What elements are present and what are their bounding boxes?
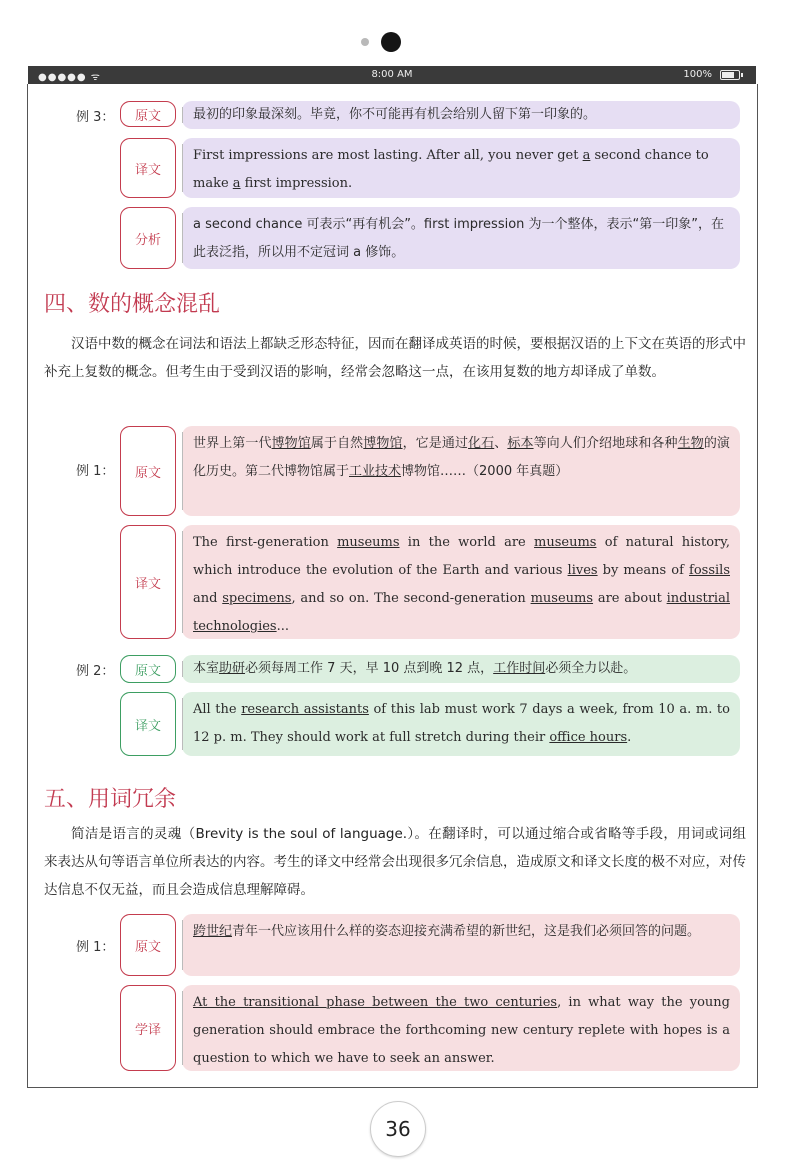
xueyi-text: At the transitional phase between the two centuries, in what way the young generation should embrace the forthcoming new century replete with hopes is a question to which we have to seek an answer.: [193, 995, 730, 1066]
yuanwen-text: 最初的印象最深刻。毕竟，你不可能再有机会给别人留下第一印象的。: [193, 107, 597, 122]
status-bar: [28, 66, 756, 84]
section-paragraph: 汉语中数的概念在词法和语法上都缺乏形态特征，因而在翻译成英语的时候，要根据汉语的上下文在英语的形式中补充上复数的概念。但考生由于受到汉语的影响，经常会忽略这一点，在该用复数的地方却译成了单数。: [44, 336, 746, 380]
yiwen-text: First impressions are most lasting. After all, you never get a second chance to make a first impression.: [193, 148, 709, 191]
page-indicator-dot: [361, 38, 369, 46]
section-heading: 四、数的概念混乱: [44, 292, 221, 317]
status-time: 8:00 AM: [371, 69, 413, 80]
tag-yuanwen: 原文: [120, 655, 176, 683]
example-label: 例 2：: [76, 664, 115, 679]
yuanwen-box: [182, 914, 740, 976]
yiwen-box: [182, 525, 740, 639]
section-paragraph: 简洁是语言的灵魂（Brevity is the soul of language.）。在翻译时，可以通过缩合或省略等手段，用词或词组来表达从句等语言单位所表达的内容。考生的译文中经常会出现很多冗余信息，造成原文和译文长度的极不对应，对传达信息不仅无益，而且会造成信息理解障碍。: [44, 826, 746, 898]
page-number: 36: [370, 1101, 426, 1157]
fenxi-box: [182, 207, 740, 269]
tag-xueyi: 学译: [120, 985, 176, 1071]
yuanwen-text: 本室助研必须每周工作 7 天，早 10 点到晚 12 点，工作时间必须全力以赴。: [193, 661, 637, 676]
yiwen-text: The first-generation museums in the world are museums of natural history, which introduce the evolution of the Earth and various lives by means of fossils and specimens, and so on. The second-generation museums are about industrial technologies...: [193, 535, 730, 634]
xueyi-box: [182, 985, 740, 1071]
battery-percent: 100%: [683, 69, 712, 80]
example-label: 例 1：: [76, 940, 115, 955]
example-label: 例 1：: [76, 464, 115, 479]
example-label: 例 3：: [76, 110, 115, 125]
yuanwen-text: 世界上第一代博物馆属于自然博物馆，它是通过化石、标本等向人们介绍地球和各种生物的演化历史。第二代博物馆属于工业技术博物馆……（2000 年真题）: [193, 436, 730, 479]
fenxi-text: a second chance 可表示“再有机会”。first impression 为一个整体，表示“第一印象”，在此表泛指，所以用不定冠词 a 修饰。: [193, 217, 725, 260]
tag-yiwen: 译文: [120, 525, 176, 639]
section-heading: 五、用词冗余: [44, 787, 177, 812]
yiwen-text: All the research assistants of this lab must work 7 days a week, from 10 a. m. to 12 p. m. They should work at full stretch during their office hours.: [193, 702, 730, 745]
tag-yiwen: 译文: [120, 692, 176, 756]
tag-yiwen: 译文: [120, 138, 176, 198]
tag-fenxi: 分析: [120, 207, 176, 269]
tag-yuanwen: 原文: [120, 426, 176, 516]
yiwen-box: [182, 692, 740, 756]
battery-icon: [720, 70, 740, 80]
yiwen-box: [182, 138, 740, 198]
tag-yuanwen: 原文: [120, 914, 176, 976]
camera-dot: [381, 32, 401, 52]
yuanwen-text: 跨世纪青年一代应该用什么样的姿态迎接充满希望的新世纪，这是我们必须回答的问题。: [193, 924, 701, 939]
signal-icon: ●●●●● ᯤ: [38, 72, 101, 83]
yuanwen-box: [182, 426, 740, 516]
tag-yuanwen: 原文: [120, 101, 176, 127]
yuanwen-box: [182, 655, 740, 683]
yuanwen-box: [182, 101, 740, 129]
